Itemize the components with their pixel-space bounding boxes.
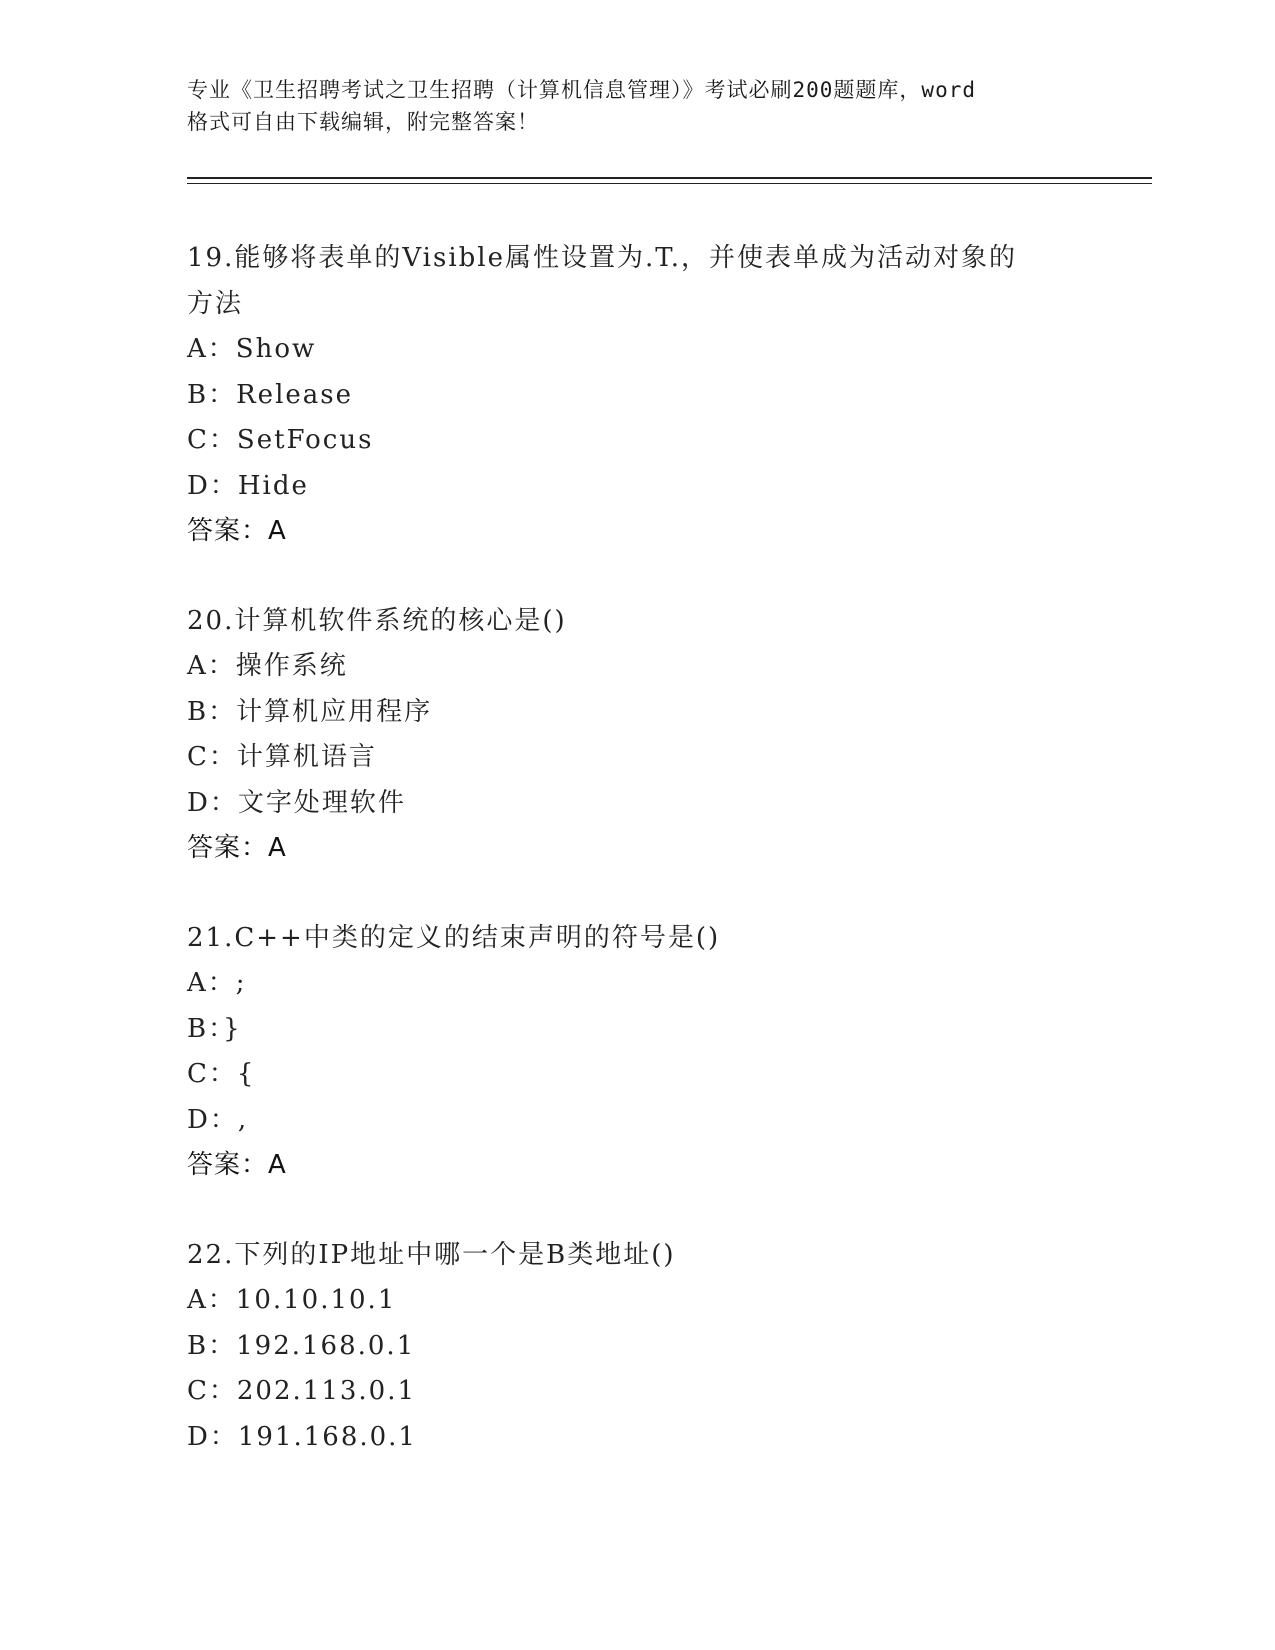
question-stem: 21.C++中类的定义的结束声明的符号是(): [187, 922, 721, 953]
answer-line: 答案：A: [187, 516, 287, 546]
question-20: [187, 599, 1087, 872]
header-line-2: 格式可自由下载编辑，附完整答案！: [187, 110, 539, 134]
option-d: D：文字处理软件: [187, 787, 406, 818]
option-c: C：SetFocus: [187, 425, 374, 455]
question-stem: 22.下列的IP地址中哪一个是B类地址(): [187, 1239, 676, 1270]
option-d: D：,: [187, 1104, 249, 1135]
answer-line: 答案：A: [187, 833, 287, 863]
option-a: A：Show: [187, 334, 317, 364]
option-b: B：}: [187, 1013, 242, 1044]
option-d: D：191.168.0.1: [187, 1421, 417, 1452]
question-19: [187, 236, 1087, 555]
question-stem: 19.能够将表单的Visible属性设置为.T.，并使表单成为活动对象的: [187, 243, 1018, 273]
question-list: [187, 236, 1087, 1504]
answer-line: 答案：A: [187, 1150, 287, 1180]
option-c: C：计算机语言: [187, 742, 377, 772]
option-c: C：202.113.0.1: [187, 1376, 417, 1406]
option-b: B：计算机应用程序: [187, 696, 433, 727]
option-c: C：{: [187, 1059, 256, 1089]
option-b: B：192.168.0.1: [187, 1330, 416, 1361]
question-22: [187, 1233, 1087, 1461]
option-d: D：Hide: [187, 470, 309, 501]
question-stem: 20.计算机软件系统的核心是(): [187, 605, 567, 636]
option-a: A：;: [187, 968, 247, 998]
question-stem-continued: 方法: [187, 288, 244, 319]
header-divider-top: [187, 177, 1152, 179]
option-a: A：10.10.10.1: [187, 1285, 397, 1315]
option-a: A：操作系统: [187, 651, 348, 681]
header-line-1: 专业《卫生招聘考试之卫生招聘（计算机信息管理）》考试必刷200题题库，word: [187, 78, 976, 102]
header-divider-bottom: [187, 183, 1152, 184]
option-b: B：Release: [187, 379, 354, 410]
question-21: [187, 916, 1087, 1189]
document-header: [187, 74, 1087, 138]
